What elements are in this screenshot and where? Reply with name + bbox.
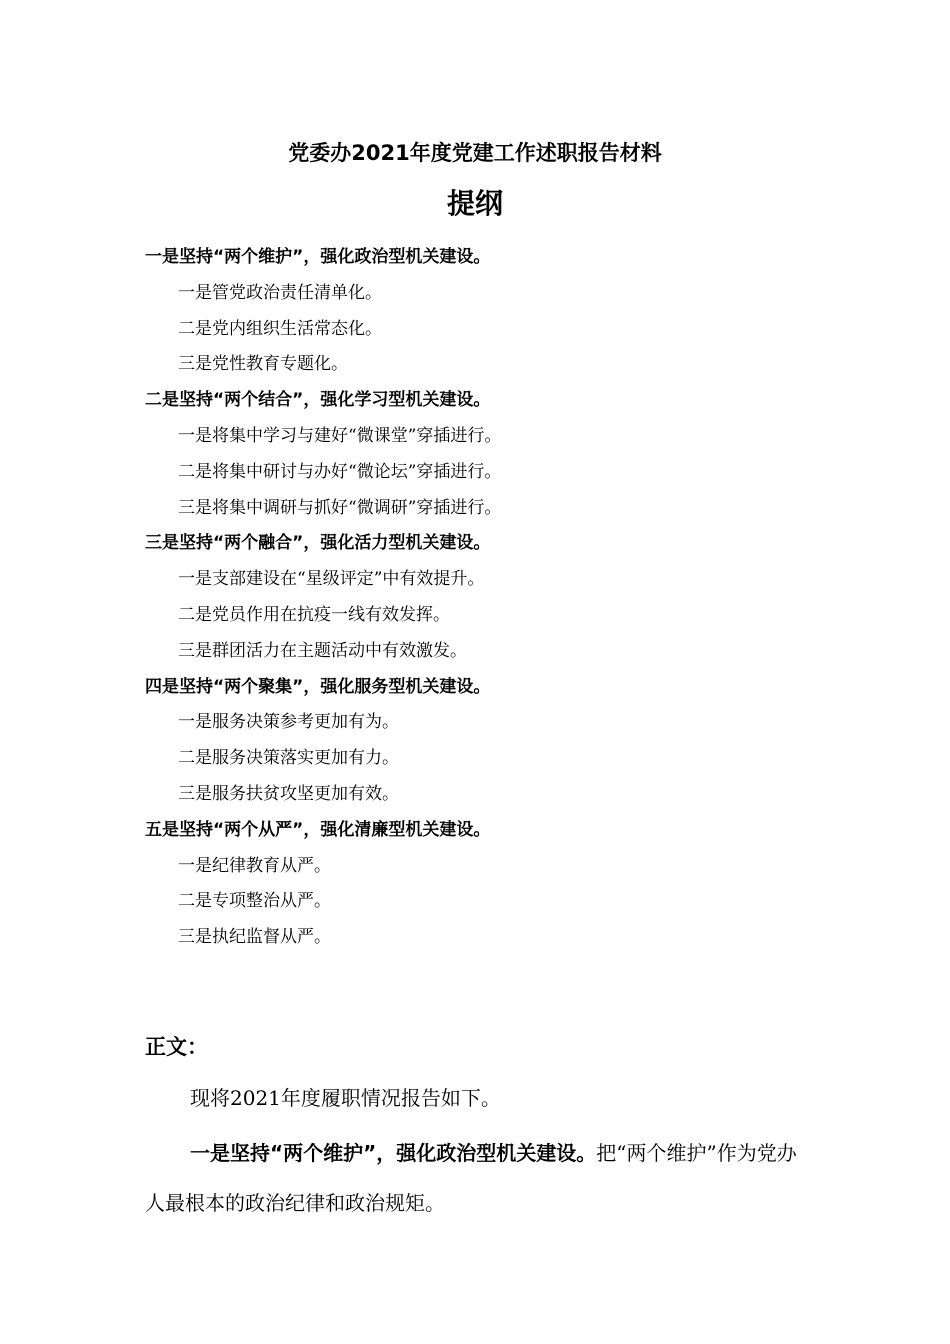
outline-list	[145, 240, 845, 956]
body-intro: 现将2021年度履职情况报告如下。	[190, 1086, 501, 1110]
outline-heading: 提纲	[446, 187, 503, 220]
outline-item: 三是将集中调研与抓好“微调研”穿插进行。	[178, 497, 502, 518]
outline-item: 一是纪律教育从严。	[178, 855, 331, 876]
body-label: 正文：	[145, 1035, 208, 1059]
outline-section-heading: 二是坚持“两个结合”，强化学习型机关建设。	[145, 390, 491, 411]
outline-item: 三是服务扶贫攻坚更加有效。	[178, 783, 399, 804]
outline-item: 一是支部建设在“星级评定”中有效提升。	[178, 569, 485, 590]
outline-item: 一是服务决策参考更加有为。	[178, 712, 399, 733]
document-title: 党委办2021年度党建工作述职报告材料	[288, 141, 662, 165]
outline-item: 三是群团活力在主题活动中有效激发。	[178, 640, 467, 661]
outline-item: 三是执纪监督从严。	[178, 927, 331, 948]
outline-item: 三是党性教育专题化。	[178, 354, 348, 375]
outline-section-heading: 五是坚持“两个从严”，强化清廉型机关建设。	[145, 819, 491, 840]
body-paragraph-lead: 一是坚持“两个维护”，强化政治型机关建设。	[190, 1141, 597, 1165]
outline-item: 二是将集中研讨与办好“微论坛”穿插进行。	[178, 461, 502, 482]
body-paragraph-text: 把“两个维护”作为党办人最根本的政治纪律和政治规矩。	[145, 1141, 797, 1215]
outline-item: 二是党内组织生活常态化。	[178, 318, 382, 339]
outline-item: 二是专项整治从严。	[178, 891, 331, 912]
outline-item: 二是服务决策落实更加有力。	[178, 748, 399, 769]
outline-section-heading: 四是坚持“两个聚集”，强化服务型机关建设。	[145, 676, 491, 697]
outline-item: 一是将集中学习与建好“微课堂”穿插进行。	[178, 425, 502, 446]
outline-item: 二是党员作用在抗疫一线有效发挥。	[178, 604, 450, 625]
body-paragraph	[145, 1128, 810, 1228]
outline-item: 一是管党政治责任清单化。	[178, 282, 382, 303]
outline-section-heading: 三是坚持“两个融合”，强化活力型机关建设。	[145, 533, 491, 554]
outline-section-heading: 一是坚持“两个维护”，强化政治型机关建设。	[145, 247, 491, 267]
